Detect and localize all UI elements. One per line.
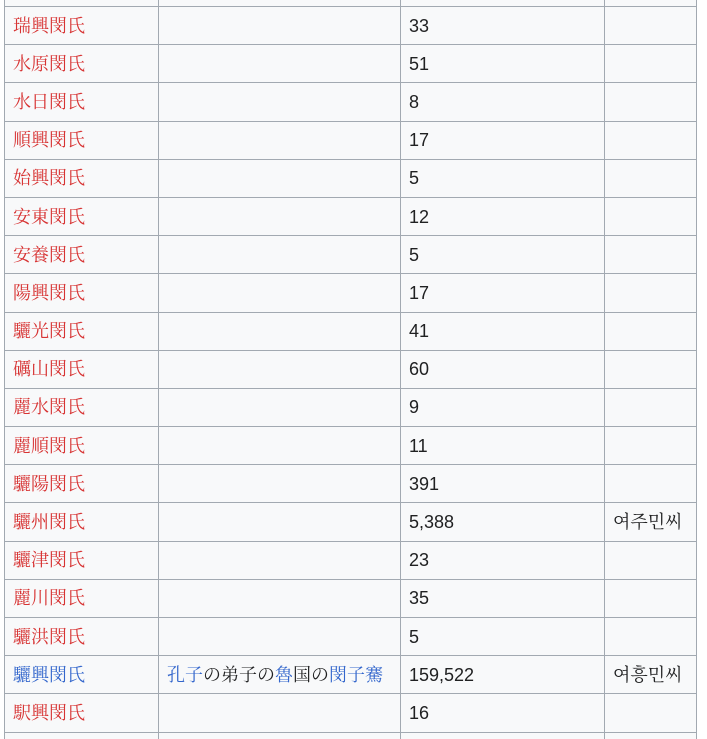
clan-name-cell bbox=[5, 388, 159, 426]
description-cell bbox=[159, 274, 401, 312]
note-cell bbox=[605, 312, 697, 350]
clan-link[interactable]: 水原閔氏 bbox=[13, 53, 85, 74]
clan-link[interactable]: 麗水閔氏 bbox=[13, 397, 85, 418]
table-row bbox=[5, 312, 697, 350]
table-row bbox=[5, 427, 697, 465]
clan-name-cell bbox=[5, 656, 159, 694]
clan-name-cell bbox=[5, 427, 159, 465]
description-cell bbox=[159, 350, 401, 388]
note-cell bbox=[605, 236, 697, 274]
note-cell: 여주민씨 bbox=[605, 503, 697, 541]
clan-name-cell bbox=[5, 121, 159, 159]
count-cell bbox=[401, 732, 605, 739]
clan-name-cell bbox=[5, 236, 159, 274]
table-row bbox=[5, 694, 697, 732]
note-cell: 여흥민씨 bbox=[605, 656, 697, 694]
count-cell: 5 bbox=[401, 618, 605, 656]
description-link[interactable]: 孔子 bbox=[167, 664, 203, 685]
note-cell bbox=[605, 694, 697, 732]
table-row bbox=[5, 159, 697, 197]
clan-link[interactable]: 麗川閔氏 bbox=[13, 588, 85, 609]
note-cell bbox=[605, 541, 697, 579]
clan-name-cell bbox=[5, 274, 159, 312]
clan-link[interactable]: 陽興閔氏 bbox=[13, 282, 85, 303]
clan-name-cell bbox=[5, 503, 159, 541]
table-row bbox=[5, 465, 697, 503]
clan-link[interactable]: 始興閔氏 bbox=[13, 168, 85, 189]
count-cell: 5 bbox=[401, 236, 605, 274]
clan-link[interactable]: 驪洪閔氏 bbox=[13, 626, 85, 647]
description-cell bbox=[159, 465, 401, 503]
clan-name-cell bbox=[5, 312, 159, 350]
description-cell bbox=[159, 656, 401, 694]
table-row bbox=[5, 274, 697, 312]
note-cell bbox=[605, 465, 697, 503]
description-cell bbox=[159, 45, 401, 83]
description-text: の弟子の bbox=[203, 664, 275, 685]
count-cell: 391 bbox=[401, 465, 605, 503]
note-cell bbox=[605, 388, 697, 426]
table-row bbox=[5, 45, 697, 83]
description-cell bbox=[159, 541, 401, 579]
description-cell bbox=[159, 579, 401, 617]
description-cell bbox=[159, 7, 401, 45]
table-row-partial-bottom bbox=[5, 732, 697, 739]
clan-name-cell bbox=[5, 350, 159, 388]
clan-link[interactable]: 駅興閔氏 bbox=[13, 702, 85, 723]
count-cell: 23 bbox=[401, 541, 605, 579]
note-cell bbox=[605, 618, 697, 656]
count-cell: 5,388 bbox=[401, 503, 605, 541]
count-cell: 33 bbox=[401, 7, 605, 45]
clan-table bbox=[4, 0, 697, 739]
clan-link[interactable]: 驪興閔氏 bbox=[13, 664, 85, 685]
description-cell bbox=[159, 83, 401, 121]
table-row bbox=[5, 618, 697, 656]
clan-link[interactable]: 麗順閔氏 bbox=[13, 435, 85, 456]
note-cell bbox=[605, 197, 697, 235]
description-link[interactable]: 閔子騫 bbox=[329, 664, 383, 685]
clan-name-cell bbox=[5, 159, 159, 197]
description-cell bbox=[159, 503, 401, 541]
clan-link[interactable]: 驪陽閔氏 bbox=[13, 473, 85, 494]
table-row bbox=[5, 656, 697, 694]
clan-link[interactable]: 安養閔氏 bbox=[13, 244, 85, 265]
table-row bbox=[5, 579, 697, 617]
clan-name-cell bbox=[5, 694, 159, 732]
note-cell bbox=[605, 427, 697, 465]
note-cell bbox=[605, 732, 697, 739]
description-cell bbox=[159, 427, 401, 465]
clan-name-cell bbox=[5, 579, 159, 617]
description-cell bbox=[159, 388, 401, 426]
count-cell: 12 bbox=[401, 197, 605, 235]
description-cell bbox=[159, 159, 401, 197]
note-cell bbox=[605, 350, 697, 388]
note-cell bbox=[605, 121, 697, 159]
clan-table-body bbox=[5, 0, 697, 739]
table-row bbox=[5, 388, 697, 426]
count-cell: 5 bbox=[401, 159, 605, 197]
note-cell bbox=[605, 7, 697, 45]
table-row bbox=[5, 121, 697, 159]
description-link[interactable]: 魯 bbox=[275, 664, 293, 685]
description-cell bbox=[159, 732, 401, 739]
note-cell bbox=[605, 579, 697, 617]
description-cell bbox=[159, 694, 401, 732]
count-cell: 51 bbox=[401, 45, 605, 83]
note-cell bbox=[605, 83, 697, 121]
clan-link[interactable]: 驪州閔氏 bbox=[13, 512, 85, 533]
table-row bbox=[5, 541, 697, 579]
count-cell: 60 bbox=[401, 350, 605, 388]
count-cell: 17 bbox=[401, 121, 605, 159]
clan-name-cell bbox=[5, 197, 159, 235]
clan-name-cell bbox=[5, 732, 159, 739]
clan-link[interactable]: 驪光閔氏 bbox=[13, 321, 85, 342]
count-cell: 159,522 bbox=[401, 656, 605, 694]
table-row bbox=[5, 7, 697, 45]
clan-link[interactable]: 瑞興閔氏 bbox=[13, 15, 85, 36]
clan-link[interactable]: 水日閔氏 bbox=[13, 91, 85, 112]
note-cell bbox=[605, 159, 697, 197]
clan-link[interactable]: 安東閔氏 bbox=[13, 206, 85, 227]
description-cell bbox=[159, 618, 401, 656]
clan-name-cell bbox=[5, 83, 159, 121]
note-cell bbox=[605, 274, 697, 312]
table-row bbox=[5, 83, 697, 121]
description-cell bbox=[159, 197, 401, 235]
note-cell bbox=[605, 45, 697, 83]
clan-name-cell bbox=[5, 618, 159, 656]
count-cell: 35 bbox=[401, 579, 605, 617]
clan-name-cell bbox=[5, 465, 159, 503]
count-cell: 11 bbox=[401, 427, 605, 465]
table-row bbox=[5, 350, 697, 388]
description-text: 国の bbox=[293, 664, 329, 685]
clan-name-cell bbox=[5, 7, 159, 45]
clan-name-cell bbox=[5, 45, 159, 83]
description-cell bbox=[159, 236, 401, 274]
clan-link[interactable]: 驪津閔氏 bbox=[13, 550, 85, 571]
clan-link[interactable]: 順興閔氏 bbox=[13, 130, 85, 151]
description-cell bbox=[159, 121, 401, 159]
table-row bbox=[5, 236, 697, 274]
table-row bbox=[5, 197, 697, 235]
clan-name-cell bbox=[5, 541, 159, 579]
clan-link[interactable]: 礪山閔氏 bbox=[13, 359, 85, 380]
count-cell: 8 bbox=[401, 83, 605, 121]
count-cell: 9 bbox=[401, 388, 605, 426]
count-cell: 41 bbox=[401, 312, 605, 350]
table-row bbox=[5, 503, 697, 541]
description-cell bbox=[159, 312, 401, 350]
count-cell: 17 bbox=[401, 274, 605, 312]
count-cell: 16 bbox=[401, 694, 605, 732]
